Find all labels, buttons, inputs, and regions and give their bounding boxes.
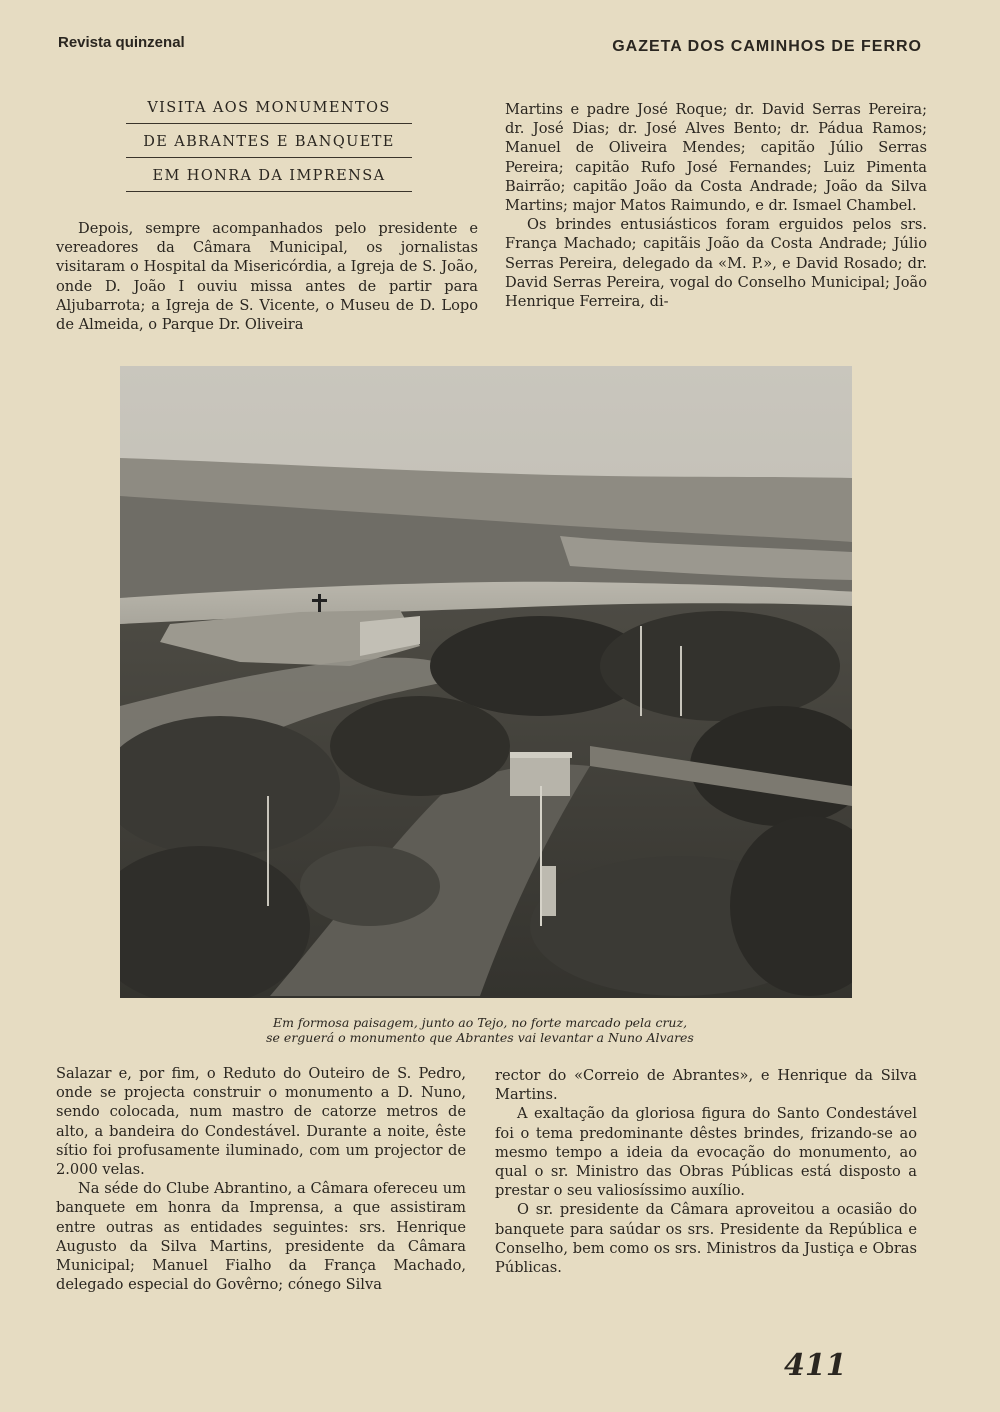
column-right-bottom <box>495 1066 917 1277</box>
caption-line: Em formosa paisagem, junto ao Tejo, no forte marcado pela cruz, <box>272 1015 688 1030</box>
column-right-top <box>505 100 927 311</box>
paragraph: Martins e padre José Roque; dr. David Serras Pereira; dr. José Dias; dr. José Alves Bento; dr. Pádua Ramos; Manuel de Oliveira Mendes; capitão Júlio Serras Pereira; capitão Rufo José Fernandes; Luiz Pimenta Bairrão; capitão João da Costa Andrade; João da Silva Martins; major Matos Raimundo, e dr. Ismael Chambel. <box>505 101 927 215</box>
paragraph: Salazar e, por fim, o Reduto do Outeiro de S. Pedro, onde se projecta construir o monumento a D. Nuno, sendo colocada, num mastro de catorze metros de alto, a bandeira do Condestável. Durante a noite, êste sítio foi profusamente iluminado, com um projector de 2.000 velas. <box>56 1065 466 1179</box>
title-line: VISITA AOS MONUMENTOS <box>126 94 412 124</box>
paragraph: O sr. presidente da Câmara aproveitou a ocasião do banquete para saúdar os srs. Presidente da República e Conselho, bem como os srs. Ministros da Justiça e Obras Públicas. <box>495 1201 917 1277</box>
caption-line: se erguerá o monumento que Abrantes vai levantar a Nuno Alvares <box>266 1030 694 1045</box>
paragraph: Os brindes entusiásticos foram erguidos pelos srs. França Machado; capitãis João da Costa Andrade; Júlio Serras Pereira, delegado da «M. P.», e David Rosado; dr. David Serras Pereira, vogal do Conselho Municipal; João Henrique Ferreira, di- <box>505 216 927 311</box>
paragraph: Depois, sempre acompanhados pelo presidente e vereadores da Câmara Municipal, os jornalistas visitaram o Hospital da Misericórdia, a Igreja de S. João, onde D. João I ouviu missa antes de partir para Aljubarrota; a Igreja de S. Vicente, o Museu de D. Lopo de Almeida, o Parque Dr. Oliveira <box>56 220 478 334</box>
running-header-right: GAZETA DOS CAMINHOS DE FERRO <box>612 38 922 55</box>
article-title <box>126 94 412 196</box>
column-left-top <box>56 219 478 334</box>
running-header-left: Revista quinzenal <box>58 34 185 51</box>
title-line: EM HONRA DA IMPRENSA <box>126 162 412 192</box>
page-number: 411 <box>784 1348 847 1383</box>
landscape-photo <box>120 366 852 998</box>
column-left-bottom <box>56 1064 466 1294</box>
paragraph: rector do «Correio de Abrantes», e Henrique da Silva Martins. <box>495 1067 917 1104</box>
photo-caption <box>180 1015 780 1045</box>
paragraph: A exaltação da gloriosa figura do Santo Condestável foi o tema predominante dêstes brindes, frizando-se ao mesmo tempo a ideia da evocação do monumento, ao qual o sr. Ministro das Obras Públicas está disposto a prestar o seu valiosíssimo auxílio. <box>495 1105 917 1200</box>
paragraph: Na séde do Clube Abrantino, a Câmara ofereceu um banquete em honra da Imprensa, a que assistiram entre outras as entidades seguintes: srs. Henrique Augusto da Silva Martins, presidente da Câmara Municipal; Manuel Fialho da França Machado, delegado especial do Govêrno; cónego Silva <box>56 1180 466 1294</box>
title-line: DE ABRANTES E BANQUETE <box>126 128 412 158</box>
